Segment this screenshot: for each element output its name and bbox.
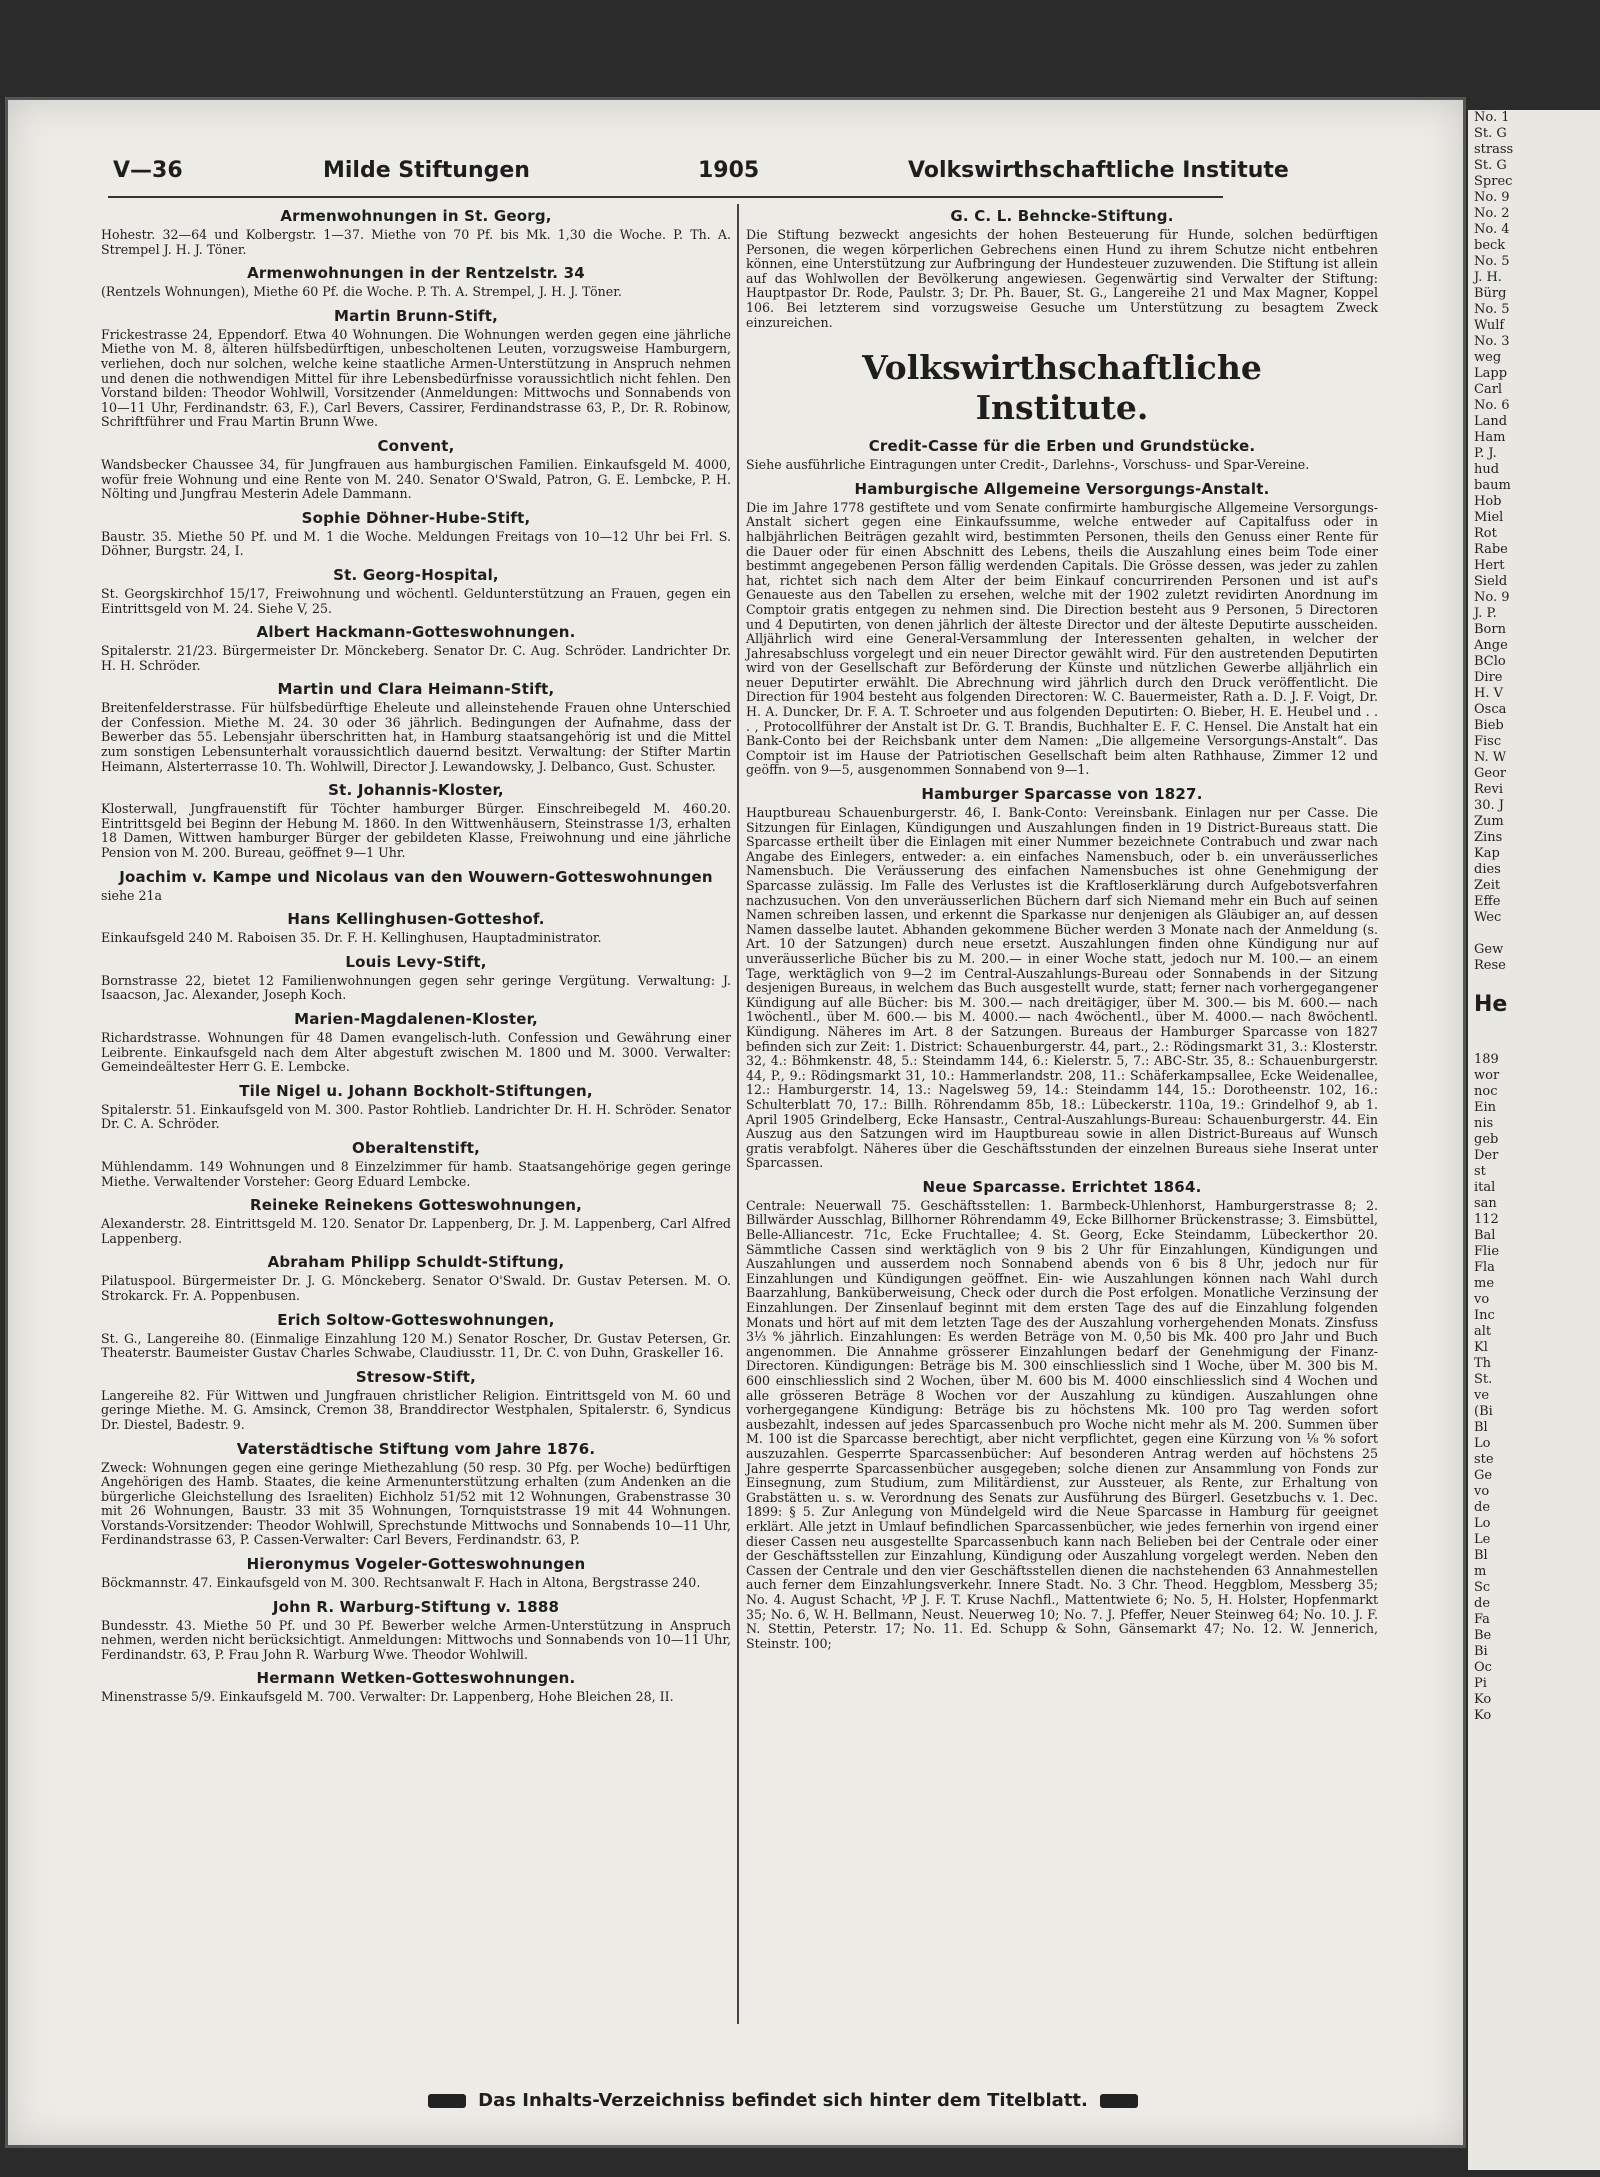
adjacent-fragment: Inc [1474, 1308, 1495, 1323]
adjacent-fragment: He [1474, 992, 1508, 1017]
adjacent-fragment: No. 4 [1474, 222, 1510, 237]
adjacent-fragment: Fla [1474, 1260, 1495, 1275]
sparcasse-text: Hauptbureau Schauenburgerstr. 46, I. Bank-Conto: Vereinsbank. Einlagen nur per Casse. Die Sitzungen für Einlagen, Kündigungen und Auszahlungen finden in 19 District-Bureaus statt. Die Sparcasse ertheilt über die Einlagen mit einer Nummer bezeichnete Contrabuch und zwar nach Angabe des Einlegers, entweder: a. ein einfaches Namensbuch, oder b. ein unveräusserliches Namensbuch. Die Veräusserung des einfachen Namensbuches ist ohne Genehmigung der Sparcasse zulässig. Im Falle des Verlustes ist die Kraftloserklärung durch Aufgebotsverfahren nachzusuchen. Von den unveräusserlichen Büchern darf sich Niemand mehr ein Buch auf seinen Namen schreiben lassen, und erkennt die Sparkasse nur denjenigen als Gläubiger an, auf dessen Namen dasselbe lautet. Abhanden gekommene Bücher werden 3 Monate nach der Anmeldung (s. Art. 10 der Satzungen) durch neue ersetzt. Auszahlungen finden ohne Kündigung nur auf unveräusserliche Bücher bis zu M. 200.— in einer Woche statt, jedoch nur M. 100.— an einem Tage, werktäglich von 9—2 im Central-Auszahlungs-Bureau oder Sonnabends in der Sitzung desjenigen Bureaus, in welchem das Buch ausgestellt wurde, statt; ferner nach vorhergegangener Kündigung auf alle Bücher: bis M. 300.— nach dreitägiger, über M. 300.— bis M. 600.— nach 1wöchentl., über M. 600.— bis M. 4000.— nach 4wöchentl., über M. 4000.— nach 8wöchentl. Kündigung. Näheres im Art. 8 der Satzungen. Bureaus der Hamburger Sparcasse von 1827 befinden sich zur Zeit: 1. District: Schauenburgerstr. 44, part., 2.: Rödingsmarkt 31, 3.: Klosterstr. 32, 4.: Böhmkenstr. 48, 5.: Steindamm 144, 6.: Kielerstr. 5, 7.: ABC-Str. 35, 8.: Schauenburgerstr. 44, P., 9.: Rödingsmarkt 31, 10.: Hammerlandstr. 208, 11.: Schäferkampsallee, Ecke Weidenallee, 12.: Hamburgerstr. 14, 13.: Nagelsweg 59, 14.: Steindamm 144, 15.: Dorotheenstr. 102, 16.: Schulterblatt 70, 17.: Billh. Röhrendamm 85b, 18.: Lübeckerstr. 110a, 19.: Grindelhof 9, ab 1. April 1905 Grindelberg, Ecke Hansastr., Central-Auszahlungs-Bureau: Schauenburgerstr. 44. Ein Auszug aus den Satzungen wird im Hauptbureau sowie in allen District-Bureaus auf Wunsch gratis verabfolgt. Näheres über die Geschäftsstunden der einzelnen Bureaus siehe Inserat unter Sparcassen. [746, 805, 1378, 1171]
adjacent-fragment: Oc [1474, 1660, 1492, 1675]
entry-heading: Louis Levy-Stift, [345, 952, 487, 971]
adjacent-fragment: No. 1 [1474, 110, 1510, 125]
adjacent-fragment [1468, 974, 1600, 990]
adjacent-fragment: Fa [1474, 1612, 1490, 1627]
behncke-heading: G. C. L. Behncke-Stiftung. [950, 207, 1174, 225]
entry-text: Bundesstr. 43. Miethe 50 Pf. und 30 Pf. Bewerber welche Armen-Unterstützung in Anspruch nehmen, werden nicht berücksichtigt. Anmeldungen: Mittwochs und Sonnabends von 10—11 Uhr, Ferdinandstr. 63, P. Frau John R. Warburg Wwe. Theodor Wohlwill. [101, 1617, 731, 1662]
right-column [746, 204, 1378, 1653]
adjacent-fragment [1468, 1036, 1600, 1052]
adjacent-fragment: Zum [1474, 814, 1504, 829]
section-title-line-1: Volkswirthschaftliche [862, 348, 1262, 388]
adjacent-fragment: Hob [1474, 494, 1502, 509]
adjacent-fragment: St. G [1474, 158, 1507, 173]
entry-text: siehe 21a [101, 887, 163, 903]
pointing-hand-icon [428, 2094, 466, 2108]
adjacent-fragment: Dire [1474, 670, 1503, 685]
adjacent-fragment: St. G [1474, 126, 1507, 141]
neue-sparcasse-heading: Neue Sparcasse. Errichtet 1864. [922, 1177, 1202, 1196]
adjacent-page-strip [1468, 110, 1600, 2170]
entry-heading: St. Georg-Hospital, [333, 565, 499, 584]
adjacent-fragment: BClo [1474, 654, 1506, 669]
adjacent-fragment: weg [1474, 350, 1502, 365]
adjacent-fragment: St. [1474, 1372, 1493, 1387]
entry-heading: Oberaltenstift, [352, 1138, 480, 1157]
page-sheet [8, 100, 1463, 2145]
entry-text: Mühlendamm. 149 Wohnungen und 8 Einzelzimmer für hamb. Staatsangehörige gegen geringe Miethe. Verwaltender Vorsteher: Georg Eduard Lembcke. [101, 1158, 731, 1189]
adjacent-fragment: Ham [1474, 430, 1506, 445]
adjacent-fragment: Sprec [1474, 174, 1513, 189]
adjacent-fragment: No. 5 [1474, 302, 1510, 317]
credit-heading: Credit-Casse für die Erben und Grundstücke. [868, 437, 1256, 456]
adjacent-fragment: ste [1474, 1452, 1494, 1467]
adjacent-fragment: Der [1474, 1148, 1499, 1163]
entry-heading: Vaterstädtische Stiftung vom Jahre 1876. [236, 1439, 596, 1458]
footer-note-text: Das Inhalts-Verzeichniss befindet sich hinter dem Titelblatt. [478, 2090, 1088, 2111]
adjacent-fragment: Osca [1474, 702, 1507, 717]
adjacent-fragment: Miel [1474, 510, 1504, 525]
adjacent-fragment: Lo [1474, 1436, 1491, 1451]
adjacent-fragment: 112 [1474, 1212, 1499, 1227]
adjacent-fragment: de [1474, 1596, 1491, 1611]
adjacent-fragment: Lo [1474, 1516, 1491, 1531]
versorgung-text: Die im Jahre 1778 gestiftete und vom Senate confirmirte hamburgische Allgemeine Versorgungs-Anstalt sichert gegen eine Einkaufssumme, welche entweder auf Capitalfuss oder in halbjährlichen Beiträgen gezahlt wird, bestimmten Personen, theils den Genuss einer Rente für die Dauer oder für einen Abschnitt des Lebens, theils die Auszahlung eines beim Tode einer bestimmt angegebenen Person fällig werdenden Capitals. Die Grösse dessen, was jeder zu zahlen hat, richtet sich nach dem Alter der beim Einkauf concurrirenden Personen und ist auf's Genaueste aus den Tabellen zu ersehen, welche mit der 1902 zuletzt revidirten Anordnung im Comptoir gratis entgegen zu nehmen sind. Die Direction besteht aus 9 Personen, 5 Directoren und 4 Deputirten, von denen jährlich der älteste Director und der älteste Deputirte ausscheiden. Alljährlich wird eine General-Versammlung der Interessenten gehalten, in welcher der Jahresabschluss vorgelegt und ein neuer Director gewählt wird. Für den austretenden Deputirten wird von der Gesellschaft zur Beförderung der Künste und nützlichen Gewerbe alljährlich ein neuer Deputirter erwählt. Die Abrechnung wird jährlich durch den Druck veröffentlicht. Die Direction für 1904 besteht aus folgenden Directoren: W. C. Bauermeister, Rath a. D. J. F. Voigt, Dr. H. A. Duncker, Dr. F. A. T. Schroeter und aus folgenden Deputirten: O. Bieber, H. E. Heubel und . . . , Protocollführer der Anstalt ist Dr. G. T. Brandis, Buchhalter E. F. C. Hensel. Die Anstalt hat ein Bank-Conto bei der Reichsbank unter dem Namen: „Die allgemeine Versorgungs-Anstalt“. Das Comptoir ist im Hause der Patriotischen Gesellschaft beim alten Rathhause, Zimmer 12 und geöffn. von 9—5, ausgenommen Sonnabend von 9—1. [746, 499, 1378, 778]
adjacent-fragment: ital [1474, 1180, 1496, 1195]
entry-text: Breitenfelderstrasse. Für hülfsbedürftige Eheleute und alleinstehende Frauen ohne Unterschied der Confession. Miethe M. 24. 30 oder 36 jährlich. Bedingungen der Aufnahme, dass der Bewerber das 55. Lebensjahr überschritten hat, in Hamburg staatsangehörig ist und die Mittel zum sonstigen Lebensunterhalt voraussichtlich dauernd besitzt. Verwaltung: der Stifter Martin Heimann, Alsterterrasse 10. Th. Wohlwill, Director J. Lewandowsky, J. Delbanco, Gust. Schuster. [101, 700, 731, 774]
adjacent-fragment: de [1474, 1500, 1491, 1515]
adjacent-fragment: vo [1474, 1484, 1490, 1499]
entry-heading: Stresow-Stift, [355, 1367, 477, 1386]
adjacent-fragment: P. J. [1474, 446, 1497, 461]
entry-text: Richardstrasse. Wohnungen für 48 Damen evangelisch-luth. Confession und Gewährung einer Leibrente. Einkaufsgeld nach dem Alter abgestuft zwischen M. 1800 und M. 3000. Verwalter: Gemeindeältester Herr G. E. Lembcke. [101, 1030, 731, 1075]
adjacent-fragment: Bieb [1474, 718, 1504, 733]
versorgung-heading: Hamburgische Allgemeine Versorgungs-Anstalt. [854, 479, 1270, 498]
entry-text: Spitalerstr. 21/23. Bürgermeister Dr. Mönckeberg. Senator Dr. C. Aug. Schröder. Landrichter Dr. H. H. Schröder. [101, 643, 731, 673]
left-running-title: Milde Stiftungen [323, 158, 530, 183]
entry-text: Bornstrasse 22, bietet 12 Familienwohnungen gegen sehr geringe Vergütung. Verwaltung: J. Isaacson, Jac. Alexander, Joseph Koch. [101, 972, 731, 1003]
adjacent-fragment: Bl [1474, 1420, 1488, 1435]
adjacent-fragment: Bal [1474, 1228, 1496, 1243]
adjacent-fragment: No. 6 [1474, 398, 1510, 413]
entry-heading: Convent, [377, 436, 455, 455]
adjacent-fragment: Flie [1474, 1244, 1500, 1259]
entry-text: Zweck: Wohnungen gegen eine geringe Miethezahlung (50 resp. 30 Pfg. per Woche) bedürftigen Angehörigen des Hamb. Staates, die keine Armenunterstützung erhalten (zum Andenken an die bürgerliche Gleichstellung des Israeliten) Eichholz 51/52 mit 12 Wohnungen, Grabenstrasse 30 mit 26 Wohnungen, Baustr. 33 mit 35 Wohnungen, Tornquiststrasse 19 mit 44 Wohnungen. Vorstands-Vorsitzender: Theodor Wohlwill, Sprechstunde Mittwochs und Sonnabends 10—11 Uhr, Ferdinandstrasse 63, P. Cassen-Verwalter: Carl Bevers, Ferdinandstr. 63, P. [101, 1459, 731, 1548]
entry-text: Einkaufsgeld 240 M. Raboisen 35. Dr. F. H. Kellinghusen, Hauptadministrator. [101, 930, 602, 946]
adjacent-fragment: baum [1474, 478, 1511, 493]
entry-heading: Armenwohnungen in St. Georg, [280, 207, 552, 225]
running-header [113, 158, 1289, 192]
adjacent-fragment: Gew [1474, 942, 1504, 957]
adjacent-fragment: Born [1474, 622, 1506, 637]
adjacent-fragment: wor [1474, 1068, 1500, 1083]
entry-heading: Tile Nigel u. Johann Bockholt-Stiftungen, [239, 1081, 593, 1100]
entry-text: Spitalerstr. 51. Einkaufsgeld von M. 300. Pastor Rohtlieb. Landrichter Dr. H. H. Schröder. Senator Dr. C. A. Schröder. [101, 1101, 731, 1132]
entry-heading: Joachim v. Kampe und Nicolaus van den Wouwern-Gotteswohnungen [119, 867, 713, 886]
adjacent-fragment: Ge [1474, 1468, 1493, 1483]
adjacent-fragment: Ko [1474, 1692, 1492, 1707]
adjacent-fragment: N. W [1474, 750, 1507, 765]
right-running-title: Volkswirthschaftliche Institute [908, 158, 1289, 183]
adjacent-fragment: Geor [1474, 766, 1507, 781]
entry-text: Wandsbecker Chaussee 34, für Jungfrauen aus hamburgischen Familien. Einkaufsgeld M. 4000, wofür freie Wohnung und eine Rente von M. 240. Senator O'Swald, Patron, G. E. Lembcke, P. H. Nölting und Jungfrau Mesterin Adele Dammann. [101, 456, 731, 502]
adjacent-fragment: Fisc [1474, 734, 1502, 749]
adjacent-fragment: No. 2 [1474, 206, 1510, 221]
adjacent-fragment: noc [1474, 1084, 1498, 1099]
adjacent-fragment: No. 5 [1474, 254, 1510, 269]
entry-text: Frickestrasse 24, Eppendorf. Etwa 40 Wohnungen. Die Wohnungen werden gegen eine jährliche Miethe von M. 8, älteren hülfsbedürftigen, unbescholtenen Leuten, vorzugsweise Hamburgern, verliehen, doch nur solchen, welche keine staatliche Armen-Unterstützung in Anspruch nehmen und denen die nothwendigen Mittel für ihre Lebensbedürfnisse voraussichtlich nicht fehlen. Den Vorstand bilden: Theodor Wohlwill, Vorsitzender (Anmeldungen: Mittwochs und Sonnabends von 10—11 Uhr, Ferdinandstr. 63, F.), Carl Bevers, Cassirer, Ferdinandstrasse 63, P., Dr. R. Robinow, Schriftführer und Frau Martin Brunn Wwe. [101, 326, 731, 430]
adjacent-fragment: Wulf [1474, 318, 1505, 333]
page-number: V—36 [113, 158, 183, 183]
entry-heading: Hieronymus Vogeler-Gotteswohnungen [246, 1555, 586, 1574]
adjacent-fragment: Kap [1474, 846, 1500, 861]
adjacent-fragment: 30. J [1474, 798, 1505, 813]
entry-heading: Albert Hackmann-Gotteswohnungen. [256, 623, 576, 642]
entry-text: (Rentzels Wohnungen), Miethe 60 Pf. die Woche. P. Th. A. Strempel, J. H. J. Töner. [101, 284, 622, 300]
year-label: 1905 [698, 158, 760, 183]
adjacent-fragment: 189 [1474, 1052, 1499, 1067]
adjacent-fragment: J. P. [1474, 606, 1497, 621]
adjacent-fragment: No. 9 [1474, 590, 1510, 605]
adjacent-fragment: strass [1474, 142, 1514, 157]
adjacent-fragment: Sield [1474, 574, 1508, 589]
adjacent-fragment: Zins [1474, 830, 1503, 845]
entry-heading: Martin und Clara Heimann-Stift, [277, 680, 555, 699]
entry-text: St. Georgskirchhof 15/17, Freiwohnung und wöchentl. Geldunterstützung an Frauen, gegen ein Eintrittsgeld von M. 24. Siehe V, 25. [101, 585, 731, 616]
pointing-hand-icon-right [1100, 2094, 1138, 2108]
entry-text: Pilatuspool. Bürgermeister Dr. J. G. Mönckeberg. Senator O'Swald. Dr. Gustav Petersen. M. O. Strokarck. Fr. A. Poppenbusen. [101, 1273, 731, 1303]
header-rule [108, 196, 1223, 198]
sparcasse-heading: Hamburger Sparcasse von 1827. [921, 785, 1203, 804]
entry-heading: Sophie Döhner-Hube-Stift, [301, 508, 531, 527]
entry-heading: John R. Warburg-Stiftung v. 1888 [272, 1597, 560, 1616]
adjacent-fragment: Carl [1474, 382, 1503, 397]
adjacent-fragment: Sc [1474, 1580, 1491, 1595]
adjacent-fragment: Hert [1474, 558, 1505, 573]
adjacent-fragment: nis [1474, 1116, 1494, 1131]
entry-text: Böckmannstr. 47. Einkaufsgeld von M. 300. Rechtsanwalt F. Hach in Altona, Bergstrasse 240. [101, 1575, 701, 1591]
adjacent-fragment: Rese [1474, 958, 1506, 973]
column-divider [737, 204, 739, 2024]
entry-heading: Erich Soltow-Gotteswohnungen, [277, 1310, 555, 1329]
adjacent-fragment: Ange [1474, 638, 1508, 653]
adjacent-fragment: Zeit [1474, 878, 1501, 893]
adjacent-fragment: No. 3 [1474, 334, 1510, 349]
adjacent-fragment: Effe [1474, 894, 1501, 909]
adjacent-fragment: vo [1474, 1292, 1490, 1307]
neue-sparcasse-text: Centrale: Neuerwall 75. Geschäftsstellen: 1. Barmbeck-Uhlenhorst, Hamburgerstrasse 8; 2. Billwärder Ausschlag, Billhorner Röhrendamm 49, Ecke Billhorner Brückenstrasse; 3. Eimsbüttel, Belle-Alliancestr. 71c, Ecke Fruchtallee; 4. St. Georg, Ecke Steindamm, Lübeckerthor 20. Sämmtliche Cassen sind werktäglich von 9 bis 2 Uhr für Einzahlungen, Kündigungen und Auszahlungen und ausserdem noch Sonnabend abends von 6 bis 8 Uhr, jedoch nur für Einzahlungen und Kündigungen geöffnet. Ein- wie Auszahlungen können nach Wahl durch Baarzahlung, Banküberweisung, Check oder durch die Post erfolgen. Monatliche Verzinsung der Einzahlungen. Der Zinsenlauf beginnt mit dem ersten Tage des auf die Einzahlung folgenden Monats und hört auf mit dem letzten Tage des der Auszahlung vorhergehenden Monats. Zinsfuss 3⅓ % jährlich. Einzahlungen: Es werden Beträge von M. 0,50 bis Mk. 400 pro Jahr und Buch angenommen. Die Annahme grösserer Einzahlungen bedarf der Genehmigung der Finanz-Directoren. Kündigungen: Beträge bis M. 300 einschliesslich sind 1 Woche, über M. 300 bis M. 600 einschliesslich sind 2 Wochen, über M. 600 bis M. 4000 einschliesslich sind 4 Wochen und alle grösseren Beträge 8 Wochen vor der Auszahlung zu kündigen. Auszahlungen ohne vorhergegangene Kündigung: Beträge bis zu höchstens Mk. 100 pro Tag werden sofort ausbezahlt, indessen auf jedes Sparcassenbuch pro Woche nicht mehr als M. 200. Summen über M. 100 ist die Sparcasse berechtigt, aber nicht verpflichtet, gegen eine Kürzung von ⅛ % sofort auszuzahlen. Gesperrte Sparcassenbücher: Auf besonderen Antrag werden auf höchstens 25 Jahre gesperrte Sparcassenbücher ausgegeben; solche dienen zur Ansammlung von Fonds zur Einsegnung, zum Studium, zum Militärdienst, zur Aussteuer, als Rente, zur Erhaltung von Grabstätten u. s. w. Verordnung des Senats zur Ausführung des Bürgerl. Gesetzbuchs v. 1. Dec. 1899: § 5. Zur Anlegung von Mündelgeld wird die Neue Sparcasse in Hamburg für geeignet erklärt. Alle jetzt in Umlauf befindlichen Sparcassenbücher, wie jedes fernerhin von irgend einer dieser Cassen neu ausgestellte Sparcassenbuch kann nach Belieben bei der Centrale oder einer der Geschäftsstellen zur Einzahlung, Kündigung oder Auszahlung vorgelegt werden. Neben den Cassen der Centrale und den vier Geschäftsstellen dienen die nachstehenden 63 Annahmestellen auch ferner dem Einzahlungsverkehr. Innere Stadt. No. 3 Chr. Theod. Heggblom, Messberg 35; No. 4. August Schacht, ⅟P J. F. T. Kruse Nachfl., Mattentwiete 6; No. 5, H. Holster, Hopfenmarkt 35; No. 6, W. H. Bellmann, Neust. Neuerweg 10; No. 7. J. Pfeffer, Neuer Steinweg 64; No. 10. J. F. N. Stettin, Peterstr. 17; No. 11. Ed. Schupp & Sohn, Gänsemarkt 47; No. 12. W. Jennerich, Steinstr. 100; [746, 1197, 1378, 1651]
adjacent-fragment [1468, 926, 1600, 942]
entry-text: Klosterwall, Jungfrauenstift für Töchter hamburger Bürger. Einschreibegeld M. 460.20. Eintrittsgeld bei Beginn der Hebung M. 1860. In den Wittwenhäusern, Steinstrasse 1/3, erhalten 18 Damen, Wittwen hamburger Bürger der gebildeten Klasse, Freiwohnung und eine jährliche Pension von M. 200. Bureau, geöffnet 9—1 Uhr. [101, 801, 731, 861]
entry-heading: St. Johannis-Kloster, [328, 781, 504, 800]
entry-text: Baustr. 35. Miethe 50 Pf. und M. 1 die Woche. Meldungen Freitags von 10—12 Uhr bei Frl. S. Döhner, Burgstr. 24, I. [101, 528, 731, 559]
adjacent-fragment: ve [1474, 1388, 1490, 1403]
adjacent-fragment: (Bi [1474, 1404, 1493, 1419]
adjacent-fragment: me [1474, 1276, 1495, 1291]
credit-text: Siehe ausführliche Eintragungen unter Credit-, Darlehns-, Vorschuss- und Spar-Vereine. [746, 457, 1310, 473]
entry-text: Minenstrasse 5/9. Einkaufsgeld M. 700. Verwalter: Dr. Lappenberg, Hohe Bleichen 28, II. [101, 1689, 674, 1705]
entry-heading: Marien-Magdalenen-Kloster, [294, 1010, 538, 1028]
adjacent-fragment: Revi [1474, 782, 1503, 797]
adjacent-fragment: beck [1474, 238, 1506, 253]
adjacent-fragment: Wec [1474, 910, 1502, 925]
entry-heading: Hermann Wetken-Gotteswohnungen. [256, 1669, 576, 1688]
adjacent-fragment: Ko [1474, 1708, 1492, 1723]
adjacent-fragment: dies [1474, 862, 1501, 877]
adjacent-fragment: Rabe [1474, 542, 1508, 557]
adjacent-fragment: Land [1474, 414, 1508, 429]
adjacent-fragment: m [1474, 1564, 1487, 1579]
adjacent-fragment: san [1474, 1196, 1497, 1211]
adjacent-fragment: geb [1474, 1132, 1499, 1147]
adjacent-fragment: Bi [1474, 1644, 1488, 1659]
entry-text: Hohestr. 32—64 und Kolbergstr. 1—37. Miethe von 70 Pf. bis Mk. 1,30 die Woche. P. Th. A. Strempel J. H. J. Töner. [101, 227, 731, 257]
left-column [101, 204, 731, 1707]
adjacent-fragment: Bürg [1474, 286, 1507, 301]
section-title-line-2: Institute. [975, 388, 1149, 428]
entry-text: St. G., Langereihe 80. (Einmalige Einzahlung 120 M.) Senator Roscher, Dr. Gustav Petersen, Gr. Theaterstr. Baumeister Gustav Charles Schwabe, Claudiusstr. 11, Dr. C. von Duhn, Graskeller 16. [101, 1330, 731, 1361]
entry-heading: Abraham Philipp Schuldt-Stiftung, [267, 1253, 565, 1272]
footer-note [343, 2090, 1223, 2111]
adjacent-fragment: H. V [1474, 686, 1503, 701]
entry-heading: Armenwohnungen in der Rentzelstr. 34 [247, 264, 585, 283]
adjacent-fragment: alt [1474, 1324, 1492, 1339]
adjacent-fragment: Ein [1474, 1100, 1497, 1115]
adjacent-fragment: Be [1474, 1628, 1492, 1643]
entry-text: Langereihe 82. Für Wittwen und Jungfrauen christlicher Religion. Eintrittsgeld von M. 60 und geringe Miethe. M. G. Amsinck, Cremon 38, Branddirector Westphalen, Spitalerstr. 6, Syndicus Dr. Diestel, Badestr. 9. [101, 1387, 731, 1432]
entry-heading: Hans Kellinghusen-Gotteshof. [287, 910, 545, 929]
adjacent-fragment: No. 9 [1474, 190, 1510, 205]
entry-heading: Martin Brunn-Stift, [333, 306, 499, 325]
adjacent-fragment: Lapp [1474, 366, 1508, 381]
adjacent-fragment: st [1474, 1164, 1486, 1179]
behncke-text: Die Stiftung bezweckt angesichts der hohen Besteuerung für Hunde, solchen bedürftigen Personen, die wegen körperlichen Gebrechens einen Hund zu ihrem Schutze nicht entbehren können, eine Unterstützung zur Aufbringung der Hundesteuer zuzuwenden. Die Stiftung ist allein auf das Wohlwollen der Bevölkerung angewiesen. Gegenwärtig sind Verwalter der Stiftung: Hauptpastor Dr. Rode, Paulstr. 3; Dr. Ph. Bauer, St. G., Langereihe 21 und Max Magner, Koppel 106. Bei letzterem sind vorzugsweise Gesuche um Unterstützung zu besagtem Zweck einzureichen. [746, 227, 1378, 330]
section-title [746, 348, 1378, 428]
adjacent-fragment: J. H. [1474, 270, 1502, 285]
adjacent-fragment: Bl [1474, 1548, 1488, 1563]
adjacent-fragment [1468, 1020, 1600, 1036]
adjacent-fragment: Le [1474, 1532, 1491, 1547]
adjacent-fragment: Rot [1474, 526, 1497, 541]
adjacent-fragment: Th [1474, 1356, 1492, 1371]
entry-heading: Reineke Reinekens Gotteswohnungen, [249, 1196, 582, 1215]
adjacent-fragment: hud [1474, 462, 1500, 477]
entry-text: Alexanderstr. 28. Eintrittsgeld M. 120. Senator Dr. Lappenberg, Dr. J. M. Lappenberg, Carl Alfred Lappenberg. [101, 1216, 731, 1246]
adjacent-fragment: Kl [1474, 1340, 1488, 1355]
adjacent-fragment: Pi [1474, 1676, 1487, 1691]
